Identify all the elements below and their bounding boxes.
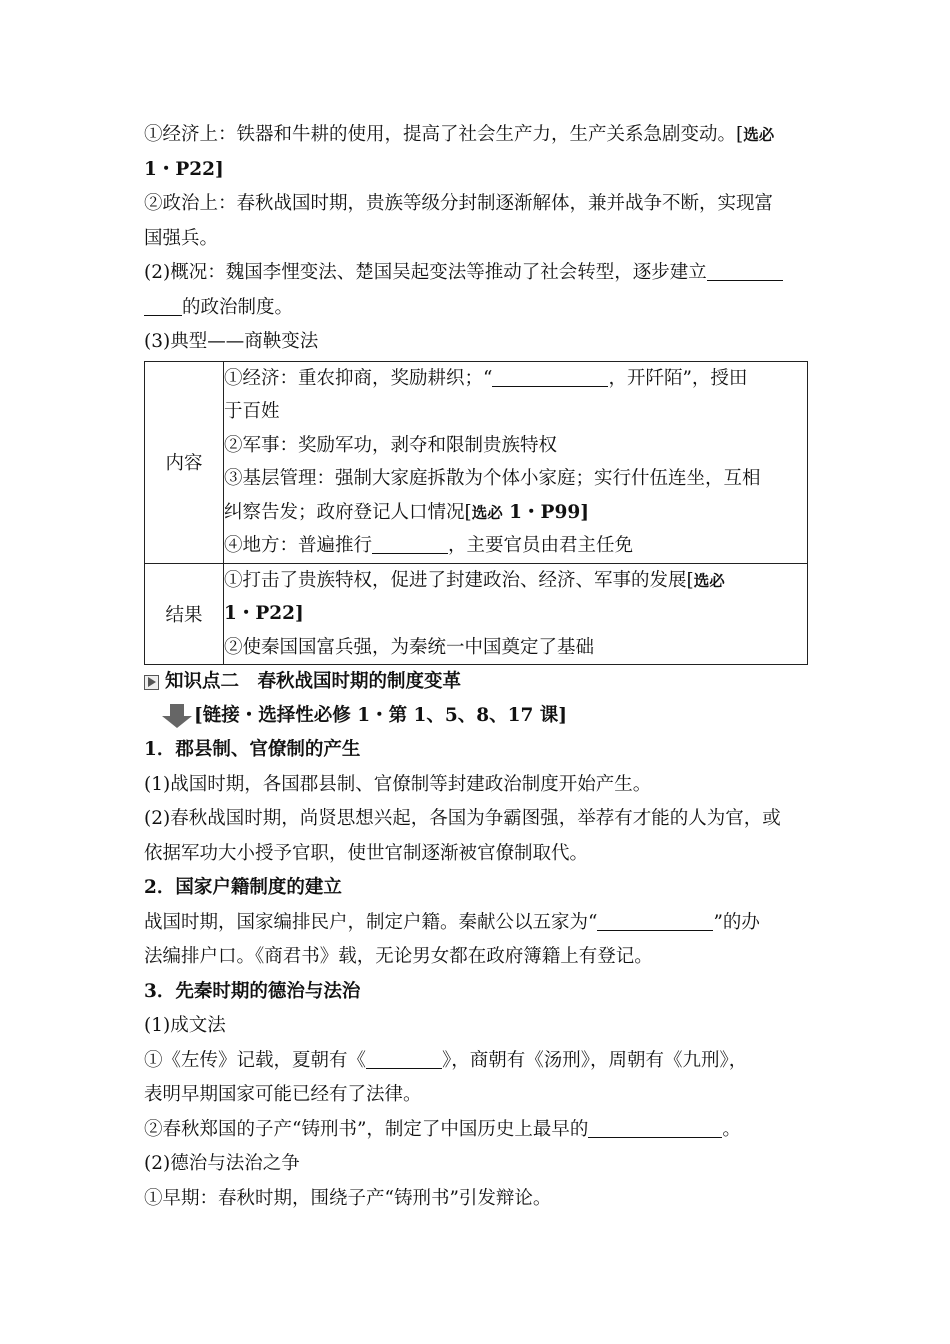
result-cell	[224, 563, 808, 665]
textbook-link: [链接・选择性必修 1・第 1、5、8、17 课]	[144, 699, 808, 733]
table-line: ②使秦国国富兵强，为秦统一中国奠定了基础	[224, 636, 595, 658]
paragraph: (1)战国时期，各国郡县制、官僚制等封建政治制度开始产生。	[144, 773, 652, 795]
paragraph: 战国时期，国家编排民户，制定户籍。秦献公以五家为“ ”的办	[144, 911, 760, 933]
political-item: ②政治上：春秋战国时期，贵族等级分封制逐渐解体，兼并战争不断，实现富	[144, 193, 774, 214]
table-line: 于百姓	[224, 401, 280, 422]
subheading-1: 1．郡县制、官僚制的产生	[144, 739, 361, 760]
down-arrow-icon	[162, 704, 192, 728]
content-cell	[224, 361, 808, 563]
paragraph: ①早期：春秋时期，围绕子产“铸刑书”引发辩论。	[144, 1187, 552, 1209]
table-line: ③基层管理：强制大家庭拆散为个体小家庭；实行什伍连坐，互相	[224, 468, 761, 489]
subheading-2: 2．国家户籍制度的建立	[144, 877, 342, 898]
paragraph: ②春秋郑国的子产“铸刑书”，制定了中国历史上最早的 。	[144, 1118, 741, 1140]
table-line: ①打击了贵族特权，促进了封建政治、经济、军事的发展[选必	[224, 569, 725, 591]
play-triangle-icon	[144, 675, 159, 690]
overview-paragraph: (2)概况：魏国李悝变法、楚国吴起变法等推动了社会转型，逐步建立	[144, 256, 808, 291]
table-line: ④地方：普遍推行 ，主要官员由君主任免	[224, 535, 634, 556]
paragraph: ①《左传》记载，夏朝有《 》，商朝有《汤刑》，周朝有《九刑》，	[144, 1049, 748, 1071]
subsection-label: (1)成文法	[144, 1015, 226, 1036]
reform-table	[144, 361, 808, 666]
reference-tag: 选必	[471, 502, 503, 522]
section-heading: 知识点二 春秋战国时期的制度变革	[144, 665, 808, 699]
typical-heading: (3)典型——商鞅变法	[144, 331, 319, 352]
row-label-content: 内容	[145, 361, 224, 563]
subsection-label: (2)德治与法治之争	[144, 1153, 300, 1174]
fill-blank[interactable]	[366, 1048, 442, 1069]
table-row	[145, 563, 808, 665]
reference-tag: 选必	[743, 125, 775, 144]
paragraph-cont: 表明早期国家可能已经有了法律。	[144, 1084, 422, 1105]
paragraph-cont: 法编排户口。《商君书》载，无论男女都在政府簿籍上有登记。	[144, 946, 653, 967]
fill-blank[interactable]	[588, 1117, 722, 1138]
paragraph-cont: 依据军功大小授予官职，使世官制逐渐被官僚制取代。	[144, 842, 589, 864]
fill-blank[interactable]	[492, 366, 608, 387]
row-label-result: 结果	[145, 563, 224, 665]
economic-item: ①经济上：铁器和牛耕的使用，提高了社会生产力，生产关系急剧变动。[选必	[144, 124, 775, 145]
fill-blank[interactable]	[597, 910, 713, 931]
overview-paragraph-cont: 的政治制度。	[144, 291, 808, 326]
table-line: 1・P22]	[224, 603, 304, 624]
table-line: 纠察告发；政府登记人口情况[选必 1・P99]	[224, 501, 589, 523]
paragraph: (2)春秋战国时期，尚贤思想兴起，各国为争霸图强，举荐有才能的人为官，或	[144, 808, 781, 829]
table-row	[145, 361, 808, 563]
fill-blank[interactable]	[707, 260, 783, 281]
document-content	[144, 118, 808, 1216]
subheading-3: 3．先秦时期的德治与法治	[144, 980, 361, 1002]
table-line: ②军事：奖励军功，剥夺和限制贵族特权	[224, 434, 558, 456]
table-line: ①经济：重农抑商，奖励耕织；“ ，开阡陌”，授田	[224, 367, 748, 389]
fill-blank[interactable]	[144, 295, 182, 316]
reference-tag: 选必	[693, 570, 725, 590]
political-item-cont: 国强兵。	[144, 227, 219, 249]
economic-item-ref: 1・P22]	[144, 158, 224, 180]
fill-blank[interactable]	[372, 533, 448, 554]
